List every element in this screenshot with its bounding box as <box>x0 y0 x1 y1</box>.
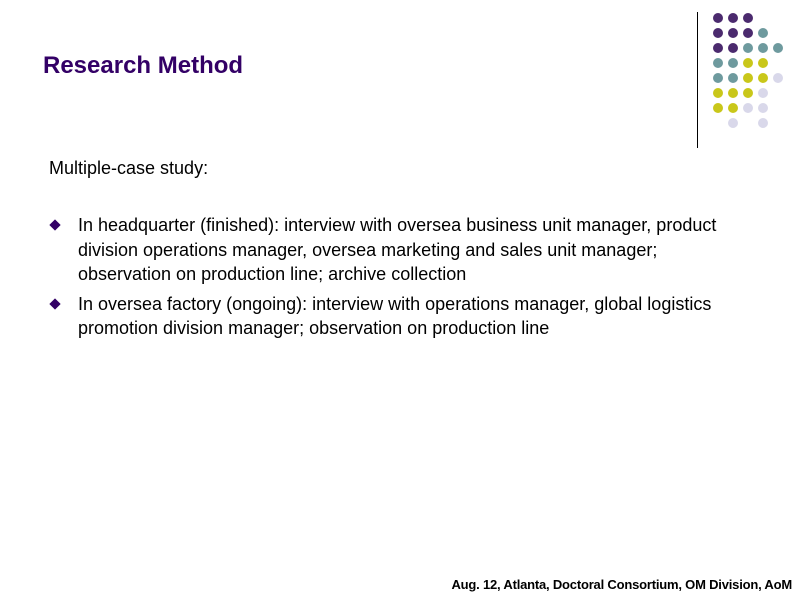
decorative-dot <box>773 73 783 83</box>
decorative-dot <box>758 43 768 53</box>
decorative-dot <box>743 88 753 98</box>
decorative-dot <box>713 103 723 113</box>
decorative-dot <box>728 28 738 38</box>
bullet-text: In headquarter (finished): interview with oversea business unit manager, product division operations manager, oversea marketing and sales unit manager; observation on production line; archive collection <box>78 215 717 284</box>
decorative-dot <box>743 58 753 68</box>
decorative-dot <box>743 73 753 83</box>
decorative-dot <box>758 118 768 128</box>
bullet-item <box>49 292 739 341</box>
subheading: Multiple-case study: <box>49 158 209 178</box>
diamond-bullet-icon <box>49 219 60 230</box>
decorative-dot <box>713 58 723 68</box>
decorative-dot <box>713 43 723 53</box>
decorative-dot <box>773 43 783 53</box>
decorative-divider-line <box>697 12 698 148</box>
decorative-dot <box>758 103 768 113</box>
decorative-dot <box>713 28 723 38</box>
decorative-dot <box>728 58 738 68</box>
bullet-list <box>49 213 739 346</box>
decorative-dot <box>758 28 768 38</box>
decorative-dot <box>743 43 753 53</box>
decorative-dot <box>713 88 723 98</box>
diamond-bullet-icon <box>49 298 60 309</box>
footer-text: Aug. 12, Atlanta, Doctoral Consortium, OM Division, AoM <box>451 577 792 592</box>
decorative-dot <box>728 118 738 128</box>
decorative-dot <box>713 73 723 83</box>
decorative-dot <box>728 103 738 113</box>
decorative-dot <box>743 103 753 113</box>
decorative-dot <box>758 73 768 83</box>
decorative-dot <box>728 73 738 83</box>
decorative-dot <box>743 28 753 38</box>
bullet-text: In oversea factory (ongoing): interview with operations manager, global logistics promotion division manager; observation on production line <box>78 293 712 338</box>
slide-title: Research Method <box>43 52 244 79</box>
decorative-dot <box>713 13 723 23</box>
decorative-dot <box>758 58 768 68</box>
decorative-dot <box>728 88 738 98</box>
decorative-dot <box>728 13 738 23</box>
decorative-dot-grid <box>0 0 800 140</box>
bullet-item <box>49 213 739 287</box>
decorative-dot <box>758 88 768 98</box>
decorative-dot <box>728 43 738 53</box>
decorative-dot <box>743 13 753 23</box>
